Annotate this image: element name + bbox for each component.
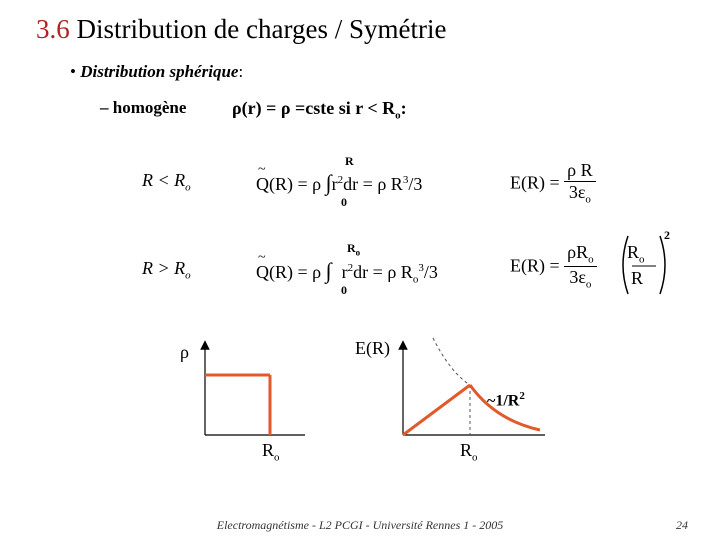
row2-e-left: E(R) = <box>510 255 565 276</box>
row2-tilde-icon: ~ <box>258 250 266 265</box>
row1-q-a: r <box>331 174 338 194</box>
inverse-square-dashed-curve <box>433 338 470 385</box>
bullet-text: Distribution sphérique <box>80 62 239 81</box>
right-graph-x-sub: o <box>472 451 478 464</box>
right-graph-x-text: R <box>460 440 473 460</box>
row1-e-left: E(R) = <box>510 172 565 193</box>
bullet-colon: : <box>238 62 244 81</box>
row1-q-c: /3 <box>408 174 423 194</box>
left-graph-y-label: ρ <box>180 342 189 362</box>
row2-upper-text: R <box>347 241 356 255</box>
row1-q-left: Q(R) = ρ <box>256 174 326 194</box>
page-number: 24 <box>676 518 688 532</box>
row1-q-sup2: 3 <box>402 174 409 186</box>
row1-tilde-icon: ~ <box>258 162 266 177</box>
row2-q-left: Q(R) = ρ <box>256 262 326 282</box>
row2-paren-num-sub: o <box>639 253 645 266</box>
homogeneous-label: – homogène <box>100 98 187 117</box>
row2-upper-sub: o <box>355 247 361 258</box>
row2-q-c: /3 <box>423 262 438 282</box>
row2-paren-num-text: R <box>627 242 640 262</box>
row1-lower-limit: 0 <box>341 195 347 209</box>
row2-q-a: r <box>341 262 348 282</box>
row2-e-den-text: 3ε <box>569 266 586 287</box>
row1-e-den-text: 3ε <box>568 182 586 202</box>
title-text: Distribution de charges / Symétrie <box>76 14 447 44</box>
footer: Electromagnétisme - L2 PCGI - Université Rennes 1 - 2005 <box>216 518 504 532</box>
row2-q-sup: 2 <box>347 262 354 274</box>
row2-e-den-sub: o <box>585 278 592 291</box>
left-graph-x-sub: o <box>274 451 280 464</box>
row1-upper-limit: R <box>345 154 354 168</box>
row2-integral: ∫ <box>325 258 332 283</box>
row1-label-text: R < R <box>142 170 186 190</box>
decay-annotation <box>487 390 525 410</box>
decay-annotation-sup: 2 <box>519 390 525 402</box>
field-linear-inside <box>403 385 470 435</box>
row2-q-b: dr = ρ R <box>353 262 413 282</box>
row1-q-b: dr = ρ R <box>343 174 403 194</box>
title-number: 3.6 <box>36 14 70 44</box>
left-graph-x-text: R <box>262 440 275 460</box>
row2-e-num-text: ρR <box>567 242 589 262</box>
row1-e-num: ρ R <box>564 160 596 182</box>
row2-paren-exp: 2 <box>664 228 670 242</box>
right-graph-y-label: E(R) <box>355 338 390 358</box>
row1-label-sub: o <box>185 181 191 194</box>
right-graph-x-label <box>460 440 478 464</box>
row1-integral: ∫ <box>325 170 332 195</box>
row2-lower-limit: 0 <box>341 283 347 297</box>
rho-definition-text: ρ(r) = ρ =cste si r < R <box>232 98 396 118</box>
bullet-mark: • <box>70 62 76 81</box>
row1-e-den-sub: o <box>585 193 591 206</box>
decay-annotation-text: ~1/R <box>487 392 520 410</box>
row2-label-text: R > R <box>142 258 186 278</box>
row1-q-sup: 2 <box>337 174 344 186</box>
row2-q-sup2: 3 <box>418 262 424 274</box>
row2-paren-den: R <box>631 268 644 288</box>
rho-definition-sub: o <box>395 109 401 122</box>
row2-e-num-sub: o <box>588 253 594 266</box>
rho-definition-end: : <box>400 98 407 118</box>
row2-label-sub: o <box>185 269 191 282</box>
row2-q-sub: o <box>412 273 419 286</box>
left-graph-x-label <box>262 440 280 464</box>
